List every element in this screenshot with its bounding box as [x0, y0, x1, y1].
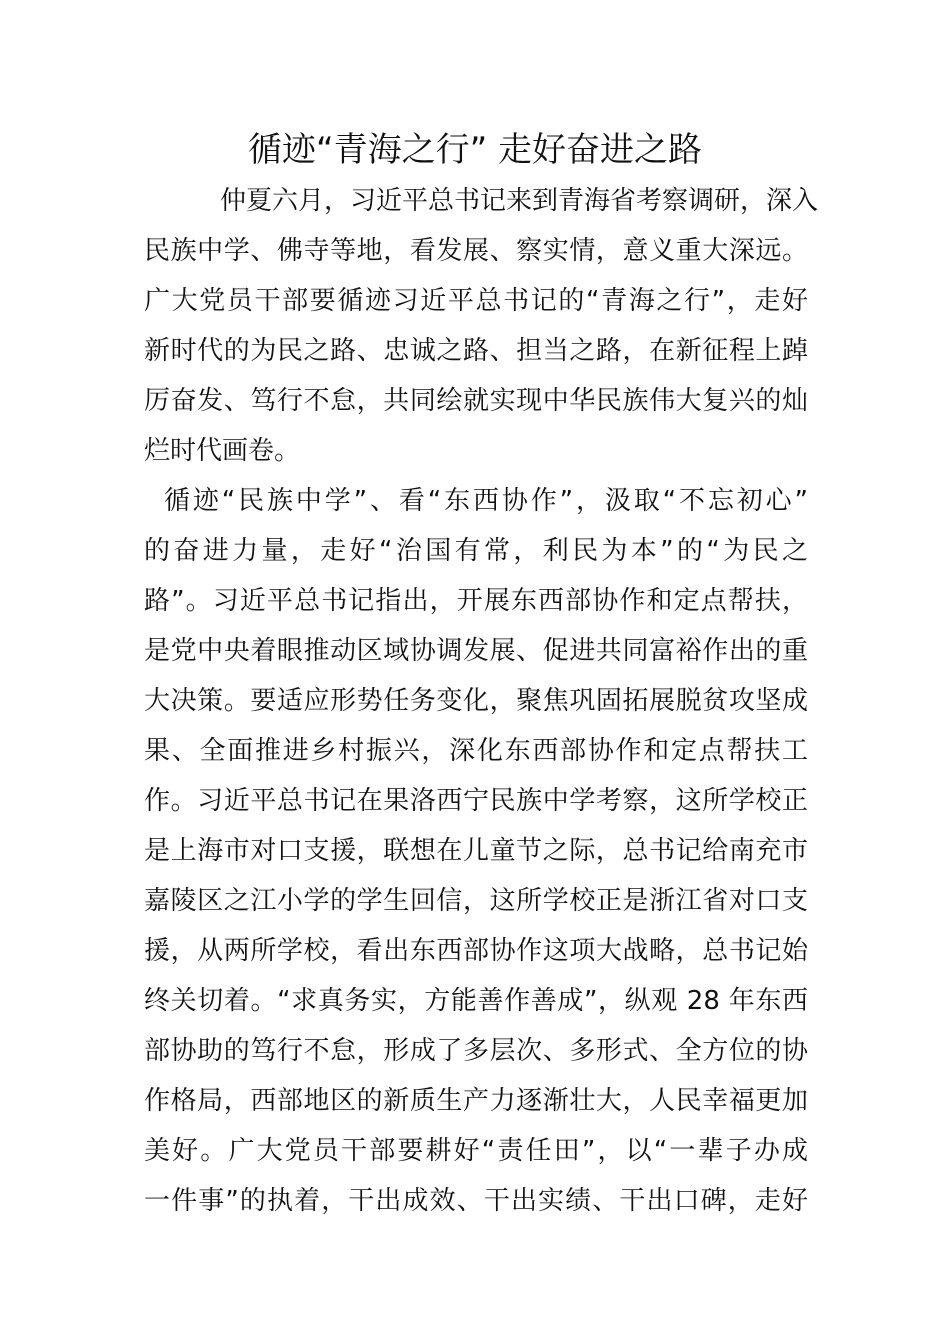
paragraph-1-line-1: 仲夏六月，习近平总书记来到青海省考察调研，深入 — [220, 186, 819, 216]
paragraph-2-line-5: 大决策。要适应形势任务变化，聚焦巩固拓展脱贫攻坚成 — [144, 686, 808, 716]
paragraph-2-line-3: 路”。习近平总书记指出，开展东西部协作和定点帮扶， — [144, 586, 808, 616]
paragraph-1-line-4: 新时代的为民之路、忠诚之路、担当之路，在新征程上踔 — [144, 336, 808, 366]
paragraph-2-line-2: 的奋进力量，走好“治国有常，利民为本”的“为民之 — [144, 536, 808, 566]
document-title: 循迹“青海之行” 走好奋进之路 — [247, 130, 703, 170]
paragraph-2-line-12: 部协助的笃行不怠，形成了多层次、多形式、全方位的协 — [144, 1036, 808, 1066]
paragraph-1-line-5: 厉奋发、笃行不怠，共同绘就实现中华民族伟大复兴的灿 — [144, 386, 808, 416]
paragraph-1-line-6: 烂时代画卷。 — [144, 436, 301, 466]
paragraph-2-line-13: 作格局，西部地区的新质生产力逐渐壮大，人民幸福更加 — [144, 1086, 808, 1116]
paragraph-2-line-8: 是上海市对口支援，联想在儿童节之际，总书记给南充市 — [144, 836, 808, 866]
paragraph-2-line-7: 作。习近平总书记在果洛西宁民族中学考察，这所学校正 — [144, 786, 808, 816]
paragraph-2-line-14: 美好。广大党员干部要耕好“责任田”，以“一辈子办成 — [144, 1136, 808, 1166]
paragraph-1-line-2: 民族中学、佛寺等地，看发展、察实情，意义重大深远。 — [144, 236, 808, 266]
paragraph-2-line-1: 循迹“民族中学”、看“东西协作”，汲取“不忘初心” — [164, 486, 808, 516]
paragraph-2-line-6: 果、全面推进乡村振兴，深化东西部协作和定点帮扶工 — [144, 736, 808, 766]
paragraph-2-line-11: 终关切着。“求真务实，方能善作善成”，纵观 28 年东西 — [144, 986, 808, 1016]
paragraph-2-line-10: 援，从两所学校，看出东西部协作这项大战略，总书记始 — [144, 936, 808, 966]
paragraph-2-line-9: 嘉陵区之江小学的学生回信，这所学校正是浙江省对口支 — [144, 886, 808, 916]
paragraph-2-line-15: 一件事”的执着，干出成效、干出实绩、干出口碑，走好 — [144, 1186, 808, 1216]
paragraph-2-line-4: 是党中央着眼推动区域协调发展、促进共同富裕作出的重 — [144, 636, 808, 666]
paragraph-1-line-3: 广大党员干部要循迹习近平总书记的“青海之行”，走好 — [144, 286, 808, 316]
